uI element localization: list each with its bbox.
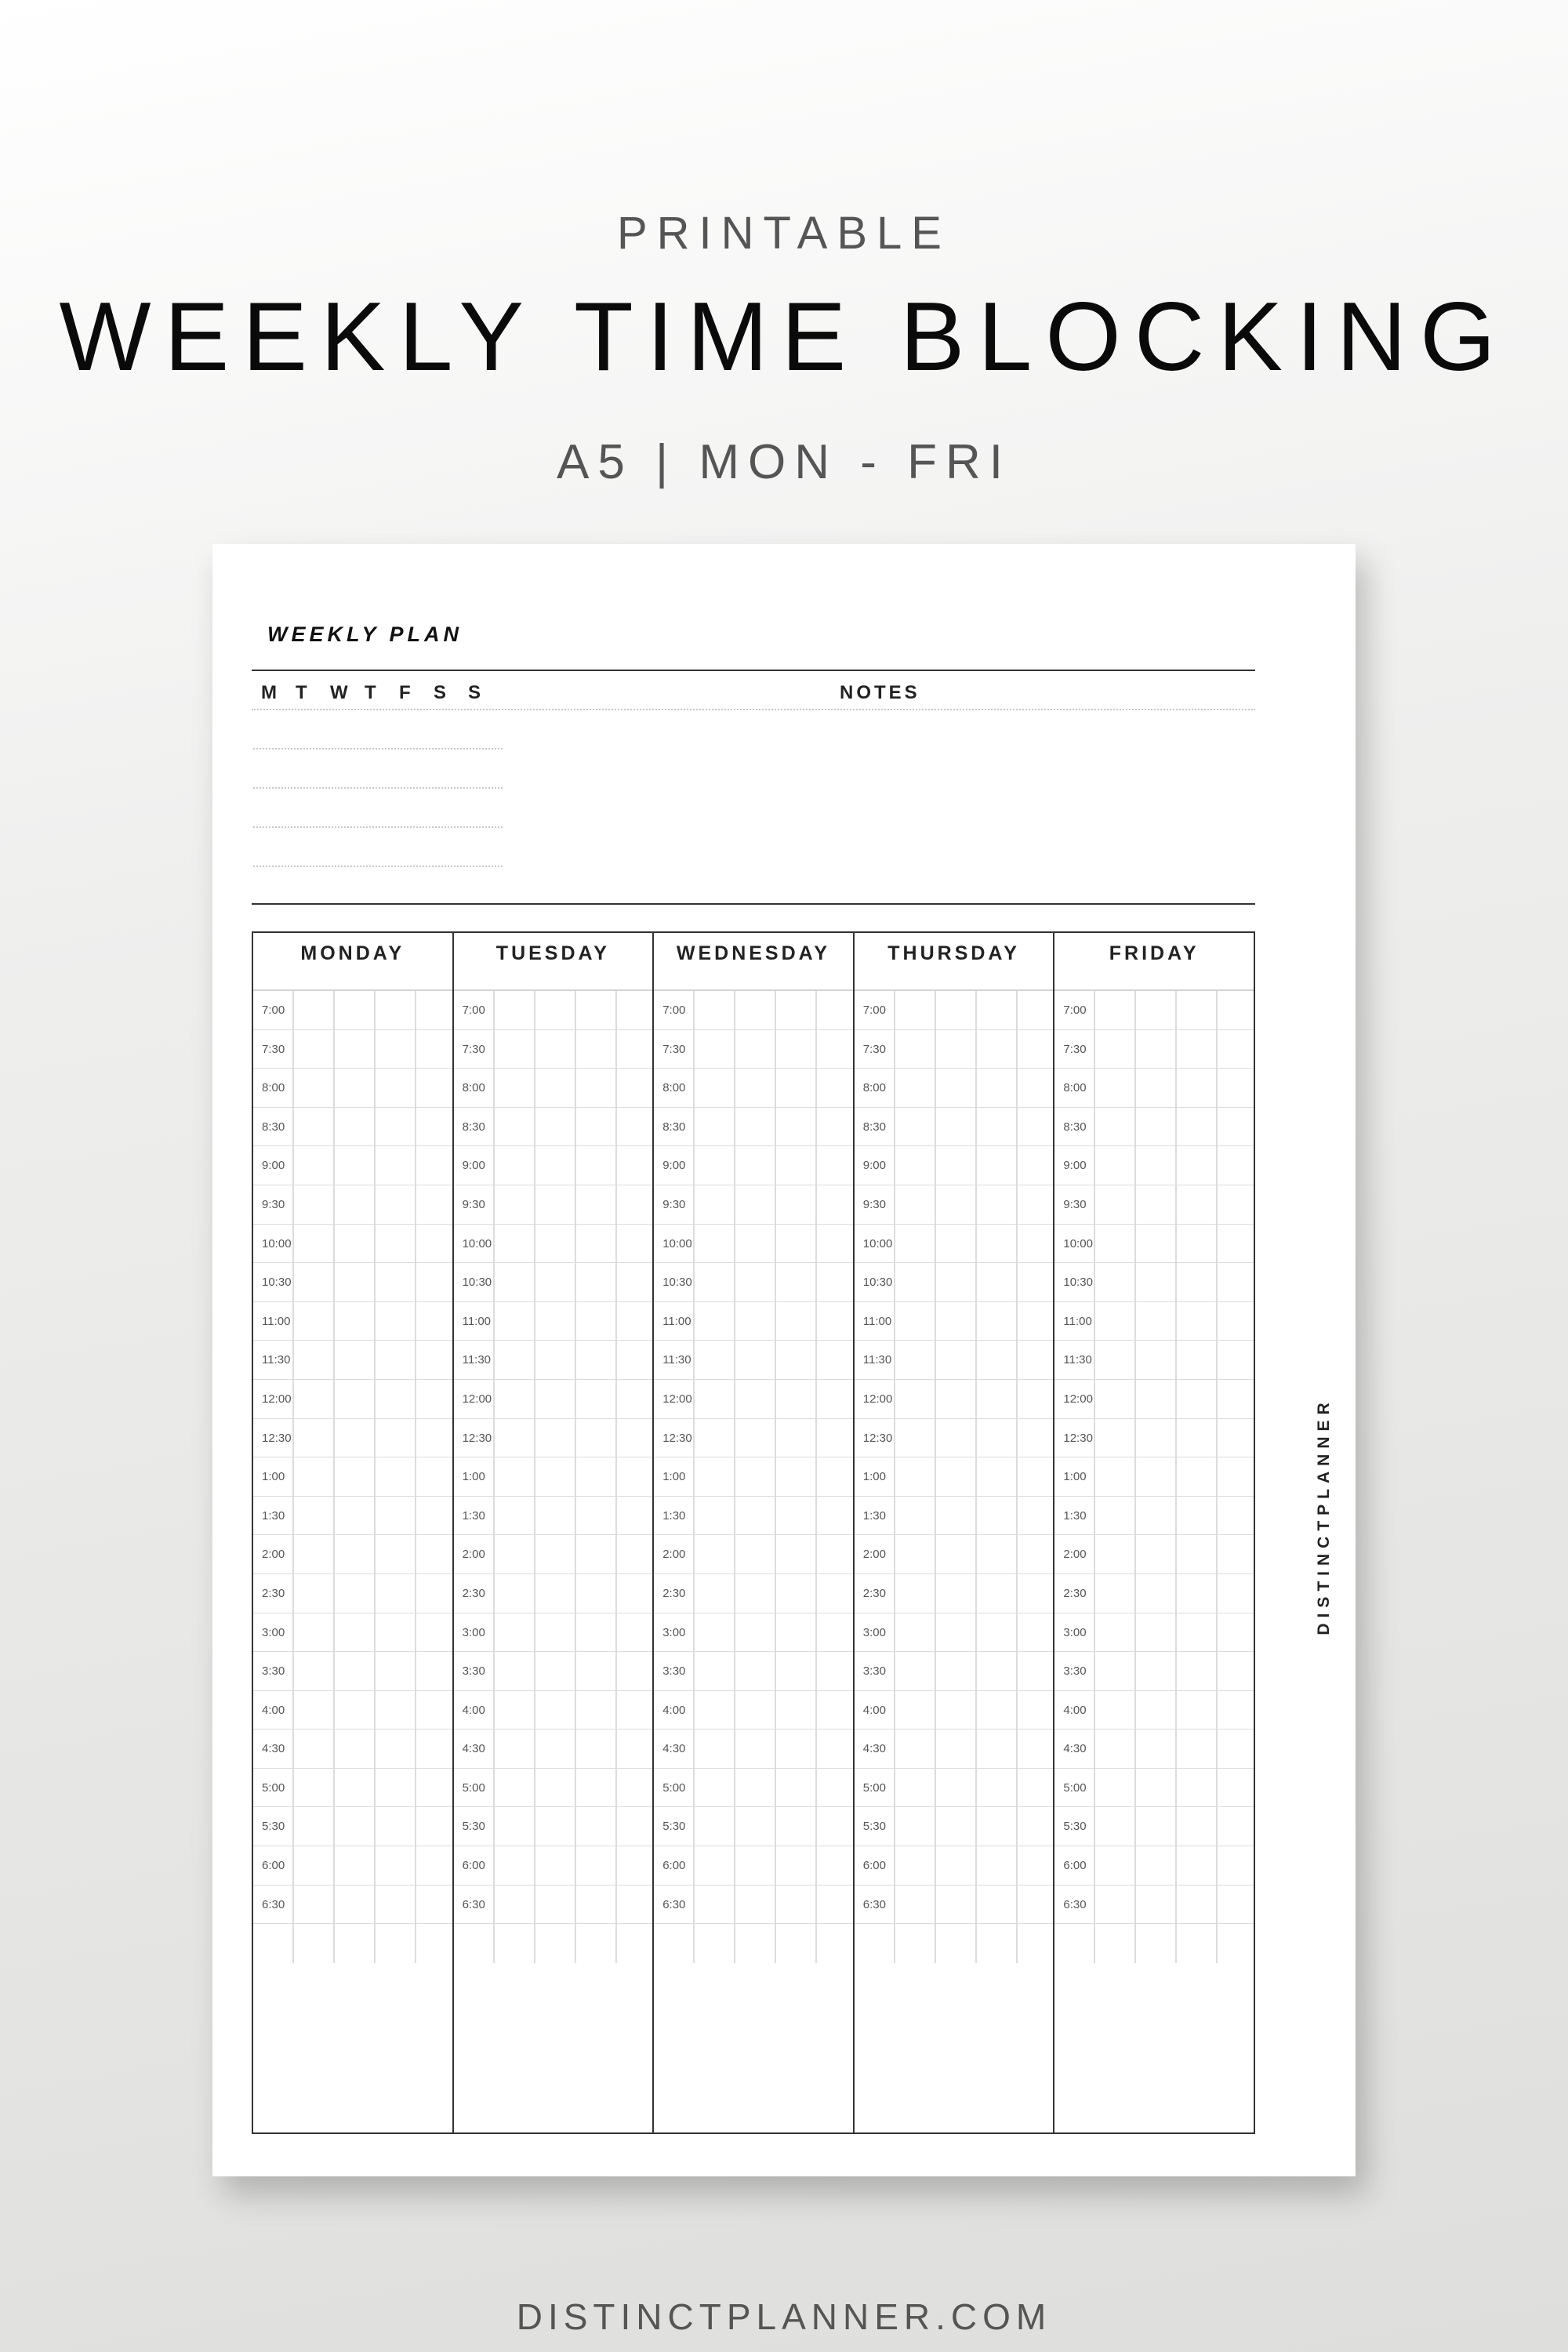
time-slot-label: 12:30	[855, 1419, 1054, 1458]
time-slot-label: 10:00	[1054, 1225, 1254, 1264]
time-slot-label: 9:00	[654, 1146, 853, 1185]
time-slot-label: 1:30	[1054, 1497, 1254, 1536]
weekday-letters	[261, 682, 503, 704]
day-header: THURSDAY	[887, 942, 1020, 964]
time-slot-label: 3:30	[454, 1652, 653, 1691]
time-slot-label: 10:00	[253, 1225, 452, 1264]
time-slot-label: 3:00	[654, 1613, 853, 1653]
time-slot-label: 4:00	[654, 1691, 853, 1730]
time-slot-label: 6:30	[855, 1886, 1054, 1925]
weekly-plan-title: WEEKLY PLAN	[267, 622, 463, 646]
time-slot-label: 3:30	[855, 1652, 1054, 1691]
time-slot-label: 7:00	[855, 991, 1054, 1030]
time-slot-label: 2:00	[253, 1535, 452, 1574]
time-slot-label: 4:30	[654, 1730, 853, 1769]
time-slot-label: 12:00	[253, 1380, 452, 1419]
time-slot-label: 7:00	[654, 991, 853, 1030]
time-slot-label: 4:00	[253, 1691, 452, 1730]
time-slot-label: 1:00	[855, 1457, 1054, 1497]
time-slot-label: 5:30	[855, 1807, 1054, 1846]
time-slot-label: 6:00	[454, 1846, 653, 1886]
time-slot-label: 8:30	[253, 1108, 452, 1147]
time-slot-label: 5:00	[855, 1769, 1054, 1808]
time-slot-label: 6:30	[454, 1886, 653, 1925]
time-slot-label: 12:30	[654, 1419, 853, 1458]
day-header: TUESDAY	[495, 942, 610, 964]
time-slot-label: 10:30	[855, 1263, 1054, 1302]
time-slot-label: 1:30	[454, 1497, 653, 1536]
time-slot-label: 8:00	[654, 1069, 853, 1108]
time-slot-label: 3:00	[454, 1613, 653, 1653]
time-slot-label: 2:00	[855, 1535, 1054, 1574]
time-slot-label: 1:30	[253, 1497, 452, 1536]
weekday-letter: W	[330, 682, 348, 703]
time-slot-label: 10:30	[253, 1263, 452, 1302]
day-header: WEDNESDAY	[676, 942, 831, 964]
time-slot-label: 10:30	[454, 1263, 653, 1302]
time-slot-label: 10:30	[1054, 1263, 1254, 1302]
time-slot-label: 7:30	[454, 1030, 653, 1069]
time-slot-label: 8:30	[855, 1108, 1054, 1147]
time-slot-label: 3:30	[654, 1652, 853, 1691]
time-slot-label: 7:00	[454, 991, 653, 1030]
time-slot-label: 11:30	[855, 1341, 1054, 1380]
time-slot-label: 11:00	[855, 1302, 1054, 1341]
time-slot-label: 6:00	[654, 1846, 853, 1886]
time-slot-label: 9:30	[654, 1185, 853, 1225]
time-slot-label: 8:00	[454, 1069, 653, 1108]
time-slot-label: 4:00	[855, 1691, 1054, 1730]
time-slot-label: 6:00	[855, 1846, 1054, 1886]
time-slot-label: 9:30	[855, 1185, 1054, 1225]
time-slot-label: 7:00	[1054, 991, 1254, 1030]
weekday-letter: T	[296, 682, 307, 703]
time-slot-label: 10:00	[855, 1225, 1054, 1264]
time-slot-label: 3:00	[253, 1613, 452, 1653]
weekly-plan-bottom-rule	[252, 903, 1255, 905]
time-slot-label: 4:00	[1054, 1691, 1254, 1730]
time-slots	[654, 989, 853, 1963]
weekday-letter: S	[468, 682, 481, 703]
weekly-plan-line	[253, 748, 503, 750]
time-slot-label: 4:00	[454, 1691, 653, 1730]
time-slot-label: 7:30	[253, 1030, 452, 1069]
hero-tagline: A5 | MON - FRI	[556, 435, 1011, 489]
time-slot-label: 11:00	[253, 1302, 452, 1341]
time-slot-label: 4:30	[253, 1730, 452, 1769]
time-slot-label: 7:30	[1054, 1030, 1254, 1069]
day-column-thursday	[855, 933, 1055, 2132]
time-slot-label: 8:00	[855, 1069, 1054, 1108]
time-slot-label: 5:30	[454, 1807, 653, 1846]
weekly-plan-line	[253, 787, 503, 789]
time-slot-label: 5:00	[253, 1769, 452, 1808]
time-slot-label: 2:30	[654, 1574, 853, 1613]
day-column-monday	[253, 933, 454, 2132]
time-slot-label: 7:30	[654, 1030, 853, 1069]
time-slot-label: 12:30	[454, 1419, 653, 1458]
time-slot-label: 11:30	[454, 1341, 653, 1380]
time-slot-label: 5:30	[253, 1807, 452, 1846]
time-slot-label: 1:00	[253, 1457, 452, 1497]
time-slot-label: 10:00	[654, 1225, 853, 1264]
weekday-letter: S	[434, 682, 447, 703]
time-slot-label: 11:30	[253, 1341, 452, 1380]
day-column-tuesday	[454, 933, 655, 2132]
day-header: FRIDAY	[1109, 942, 1200, 964]
time-slot-label: 6:30	[1054, 1886, 1254, 1925]
time-slot-label: 10:00	[454, 1225, 653, 1264]
time-slot-label: 9:00	[253, 1146, 452, 1185]
time-slot-label: 7:30	[855, 1030, 1054, 1069]
time-slot-label: 12:00	[855, 1380, 1054, 1419]
time-slot-label: 1:30	[654, 1497, 853, 1536]
time-slot-label: 11:30	[1054, 1341, 1254, 1380]
day-column-wednesday	[654, 933, 855, 2132]
notes-label: NOTES	[840, 682, 920, 703]
notes-header-dotted-line	[252, 709, 1255, 710]
time-slot-label: 7:00	[253, 991, 452, 1030]
time-slot-label: 3:30	[253, 1652, 452, 1691]
time-slots	[454, 989, 653, 1963]
time-slot-label: 4:30	[454, 1730, 653, 1769]
hero-title: WEEKLY TIME BLOCKING	[59, 283, 1509, 391]
time-slot-label: 6:00	[1054, 1846, 1254, 1886]
time-slot-label: 2:30	[454, 1574, 653, 1613]
time-slot-label: 2:30	[855, 1574, 1054, 1613]
time-slot-label: 12:00	[454, 1380, 653, 1419]
time-slot-label: 10:30	[654, 1263, 853, 1302]
time-slot-label: 1:00	[1054, 1457, 1254, 1497]
time-slots	[855, 989, 1054, 1963]
time-slot-label: 8:30	[1054, 1108, 1254, 1147]
time-slot-label: 5:30	[654, 1807, 853, 1846]
time-slot-label: 12:00	[654, 1380, 853, 1419]
time-slot-label: 3:00	[1054, 1613, 1254, 1653]
time-slot-label: 9:00	[855, 1146, 1054, 1185]
planner-sheet	[212, 544, 1356, 2176]
time-slot-label: 4:30	[1054, 1730, 1254, 1769]
time-slot-label: 12:00	[1054, 1380, 1254, 1419]
weekly-plan-line	[253, 826, 503, 828]
time-slot-label: 4:30	[855, 1730, 1054, 1769]
time-slot-label: 8:00	[1054, 1069, 1254, 1108]
weekly-plan-top-rule	[252, 670, 1255, 671]
time-block-grid	[252, 931, 1255, 2134]
time-slot-label: 8:30	[654, 1108, 853, 1147]
time-slot-label: 11:00	[654, 1302, 853, 1341]
time-slot-label: 2:00	[1054, 1535, 1254, 1574]
time-slot-label: 2:00	[454, 1535, 653, 1574]
time-slot-label: 1:00	[454, 1457, 653, 1497]
day-column-friday	[1054, 933, 1254, 2132]
hero-subtitle: PRINTABLE	[616, 208, 951, 259]
time-slot-label: 11:00	[454, 1302, 653, 1341]
time-slot-label: 5:00	[654, 1769, 853, 1808]
time-slot-label: 6:00	[253, 1846, 452, 1886]
time-slots	[253, 989, 452, 1963]
time-slot-label: 11:30	[654, 1341, 853, 1380]
time-slot-label: 3:30	[1054, 1652, 1254, 1691]
weekday-letter: M	[261, 682, 277, 703]
time-slot-label: 9:00	[454, 1146, 653, 1185]
time-slot-label: 1:00	[654, 1457, 853, 1497]
time-slot-label: 9:00	[1054, 1146, 1254, 1185]
time-slot-label: 1:30	[855, 1497, 1054, 1536]
time-slot-label: 6:30	[654, 1886, 853, 1925]
side-brand-label: DISTINCTPLANNER	[1315, 1397, 1333, 1635]
time-slot-label: 5:30	[1054, 1807, 1254, 1846]
time-slot-label: 6:30	[253, 1886, 452, 1925]
time-slot-label: 2:30	[1054, 1574, 1254, 1613]
time-slot-label: 3:00	[855, 1613, 1054, 1653]
time-slot-label: 9:30	[454, 1185, 653, 1225]
weekly-plan-line	[253, 866, 503, 867]
time-slot-label: 12:30	[1054, 1419, 1254, 1458]
footer-url: DISTINCTPLANNER.COM	[516, 2296, 1052, 2337]
weekday-letter: F	[399, 682, 411, 703]
time-slots	[1054, 989, 1254, 1963]
time-slot-label: 2:30	[253, 1574, 452, 1613]
time-slot-label: 8:30	[454, 1108, 653, 1147]
weekday-letter: T	[365, 682, 376, 703]
time-slot-label: 9:30	[253, 1185, 452, 1225]
time-slot-label: 5:00	[1054, 1769, 1254, 1808]
time-slot-label: 9:30	[1054, 1185, 1254, 1225]
day-header: MONDAY	[300, 942, 405, 964]
time-slot-label: 11:00	[1054, 1302, 1254, 1341]
time-slot-label: 12:30	[253, 1419, 452, 1458]
time-slot-label: 2:00	[654, 1535, 853, 1574]
time-slot-label: 8:00	[253, 1069, 452, 1108]
time-slot-label: 5:00	[454, 1769, 653, 1808]
